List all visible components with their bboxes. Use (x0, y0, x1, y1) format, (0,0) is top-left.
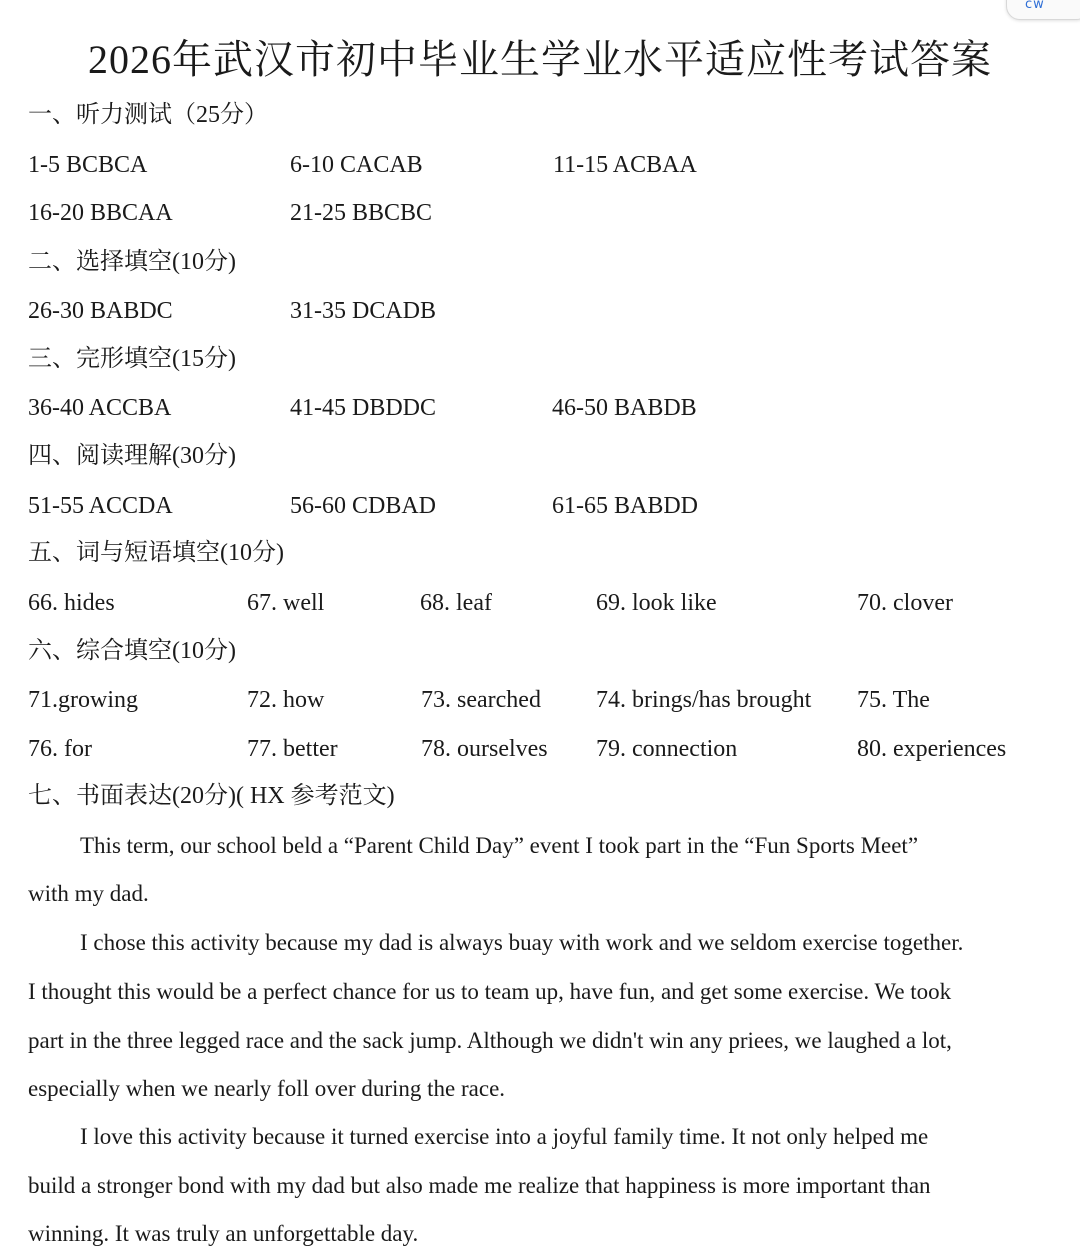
answer-cell: 36-40 ACCBA (28, 395, 172, 421)
section-heading-reading: 四、阅读理解(30分) (28, 443, 236, 469)
answer-cell: 76. for (28, 736, 92, 762)
essay-line: This term, our school beld a “Parent Child Day” event I took part in the “Fun Sports Meet” (80, 833, 919, 858)
essay-line: with my dad. (28, 881, 149, 906)
answer-cell: 75. The (857, 687, 930, 713)
answer-cell: 51-55 ACCDA (28, 493, 173, 519)
essay-line: I thought this would be a perfect chance for us to team up, have fun, and get some exercise. We took (28, 979, 952, 1004)
answer-cell: 26-30 BABDC (28, 298, 173, 324)
corner-tab[interactable] (1006, 0, 1080, 20)
answer-cell: 67. well (247, 590, 325, 616)
page-title: 2026年武汉市初中毕业生学业水平适应性考试答案 (88, 37, 992, 82)
answer-cell: 74. brings/has brought (596, 687, 812, 713)
answer-cell: 68. leaf (420, 590, 492, 616)
answer-cell: 1-5 BCBCA (28, 152, 148, 178)
essay-line: I love this activity because it turned exercise into a joyful family time. It not only helped me (80, 1124, 929, 1149)
section-heading-listening: 一、听力测试（25分） (28, 102, 268, 128)
answer-cell: 79. connection (596, 736, 738, 762)
section-heading-word-fill: 五、词与短语填空(10分) (28, 540, 284, 566)
section-heading-comprehensive-fill: 六、综合填空(10分) (28, 638, 236, 664)
essay-line: especially when we nearly foll over during the race. (28, 1076, 506, 1101)
answer-cell: 56-60 CDBAD (290, 493, 437, 519)
answer-cell: 46-50 BABDB (552, 395, 697, 421)
answer-cell: 80. experiences (857, 736, 1007, 762)
essay-line: I chose this activity because my dad is always buay with work and we seldom exercise together. (80, 930, 964, 955)
section-heading-cloze: 三、完形填空(15分) (28, 346, 236, 372)
section-heading-writing: 七、书面表达(20分)( HX 参考范文) (28, 783, 395, 809)
essay-line: part in the three legged race and the sack jump. Although we didn't win any priees, we laughed a lot, (28, 1028, 952, 1053)
answer-cell: 21-25 BBCBC (290, 200, 433, 226)
essay-line: winning. It was truly an unforgettable day. (28, 1221, 419, 1246)
answer-cell: 70. clover (857, 590, 953, 616)
section-heading-multiple-choice: 二、选择填空(10分) (28, 249, 236, 275)
answer-cell: 77. better (247, 736, 338, 762)
answer-cell: 16-20 BBCAA (28, 200, 173, 226)
answer-cell: 41-45 DBDDC (290, 395, 437, 421)
answer-cell: 61-65 BABDD (552, 493, 699, 519)
answer-cell: 78. ourselves (421, 736, 548, 762)
essay-line: build a stronger bond with my dad but also made me realize that happiness is more important than (28, 1173, 931, 1198)
answer-cell: 71.growing (28, 687, 138, 713)
answer-cell: 72. how (247, 687, 325, 713)
answer-cell: 66. hides (28, 590, 115, 616)
answer-cell: 31-35 DCADB (290, 298, 437, 324)
answer-cell: 69. look like (596, 590, 717, 616)
answer-cell: 11-15 ACBAA (553, 152, 697, 178)
answer-cell: 6-10 CACAB (290, 152, 423, 178)
corner-logo-icon: cw (1025, 0, 1045, 12)
answer-cell: 73. searched (421, 687, 541, 713)
